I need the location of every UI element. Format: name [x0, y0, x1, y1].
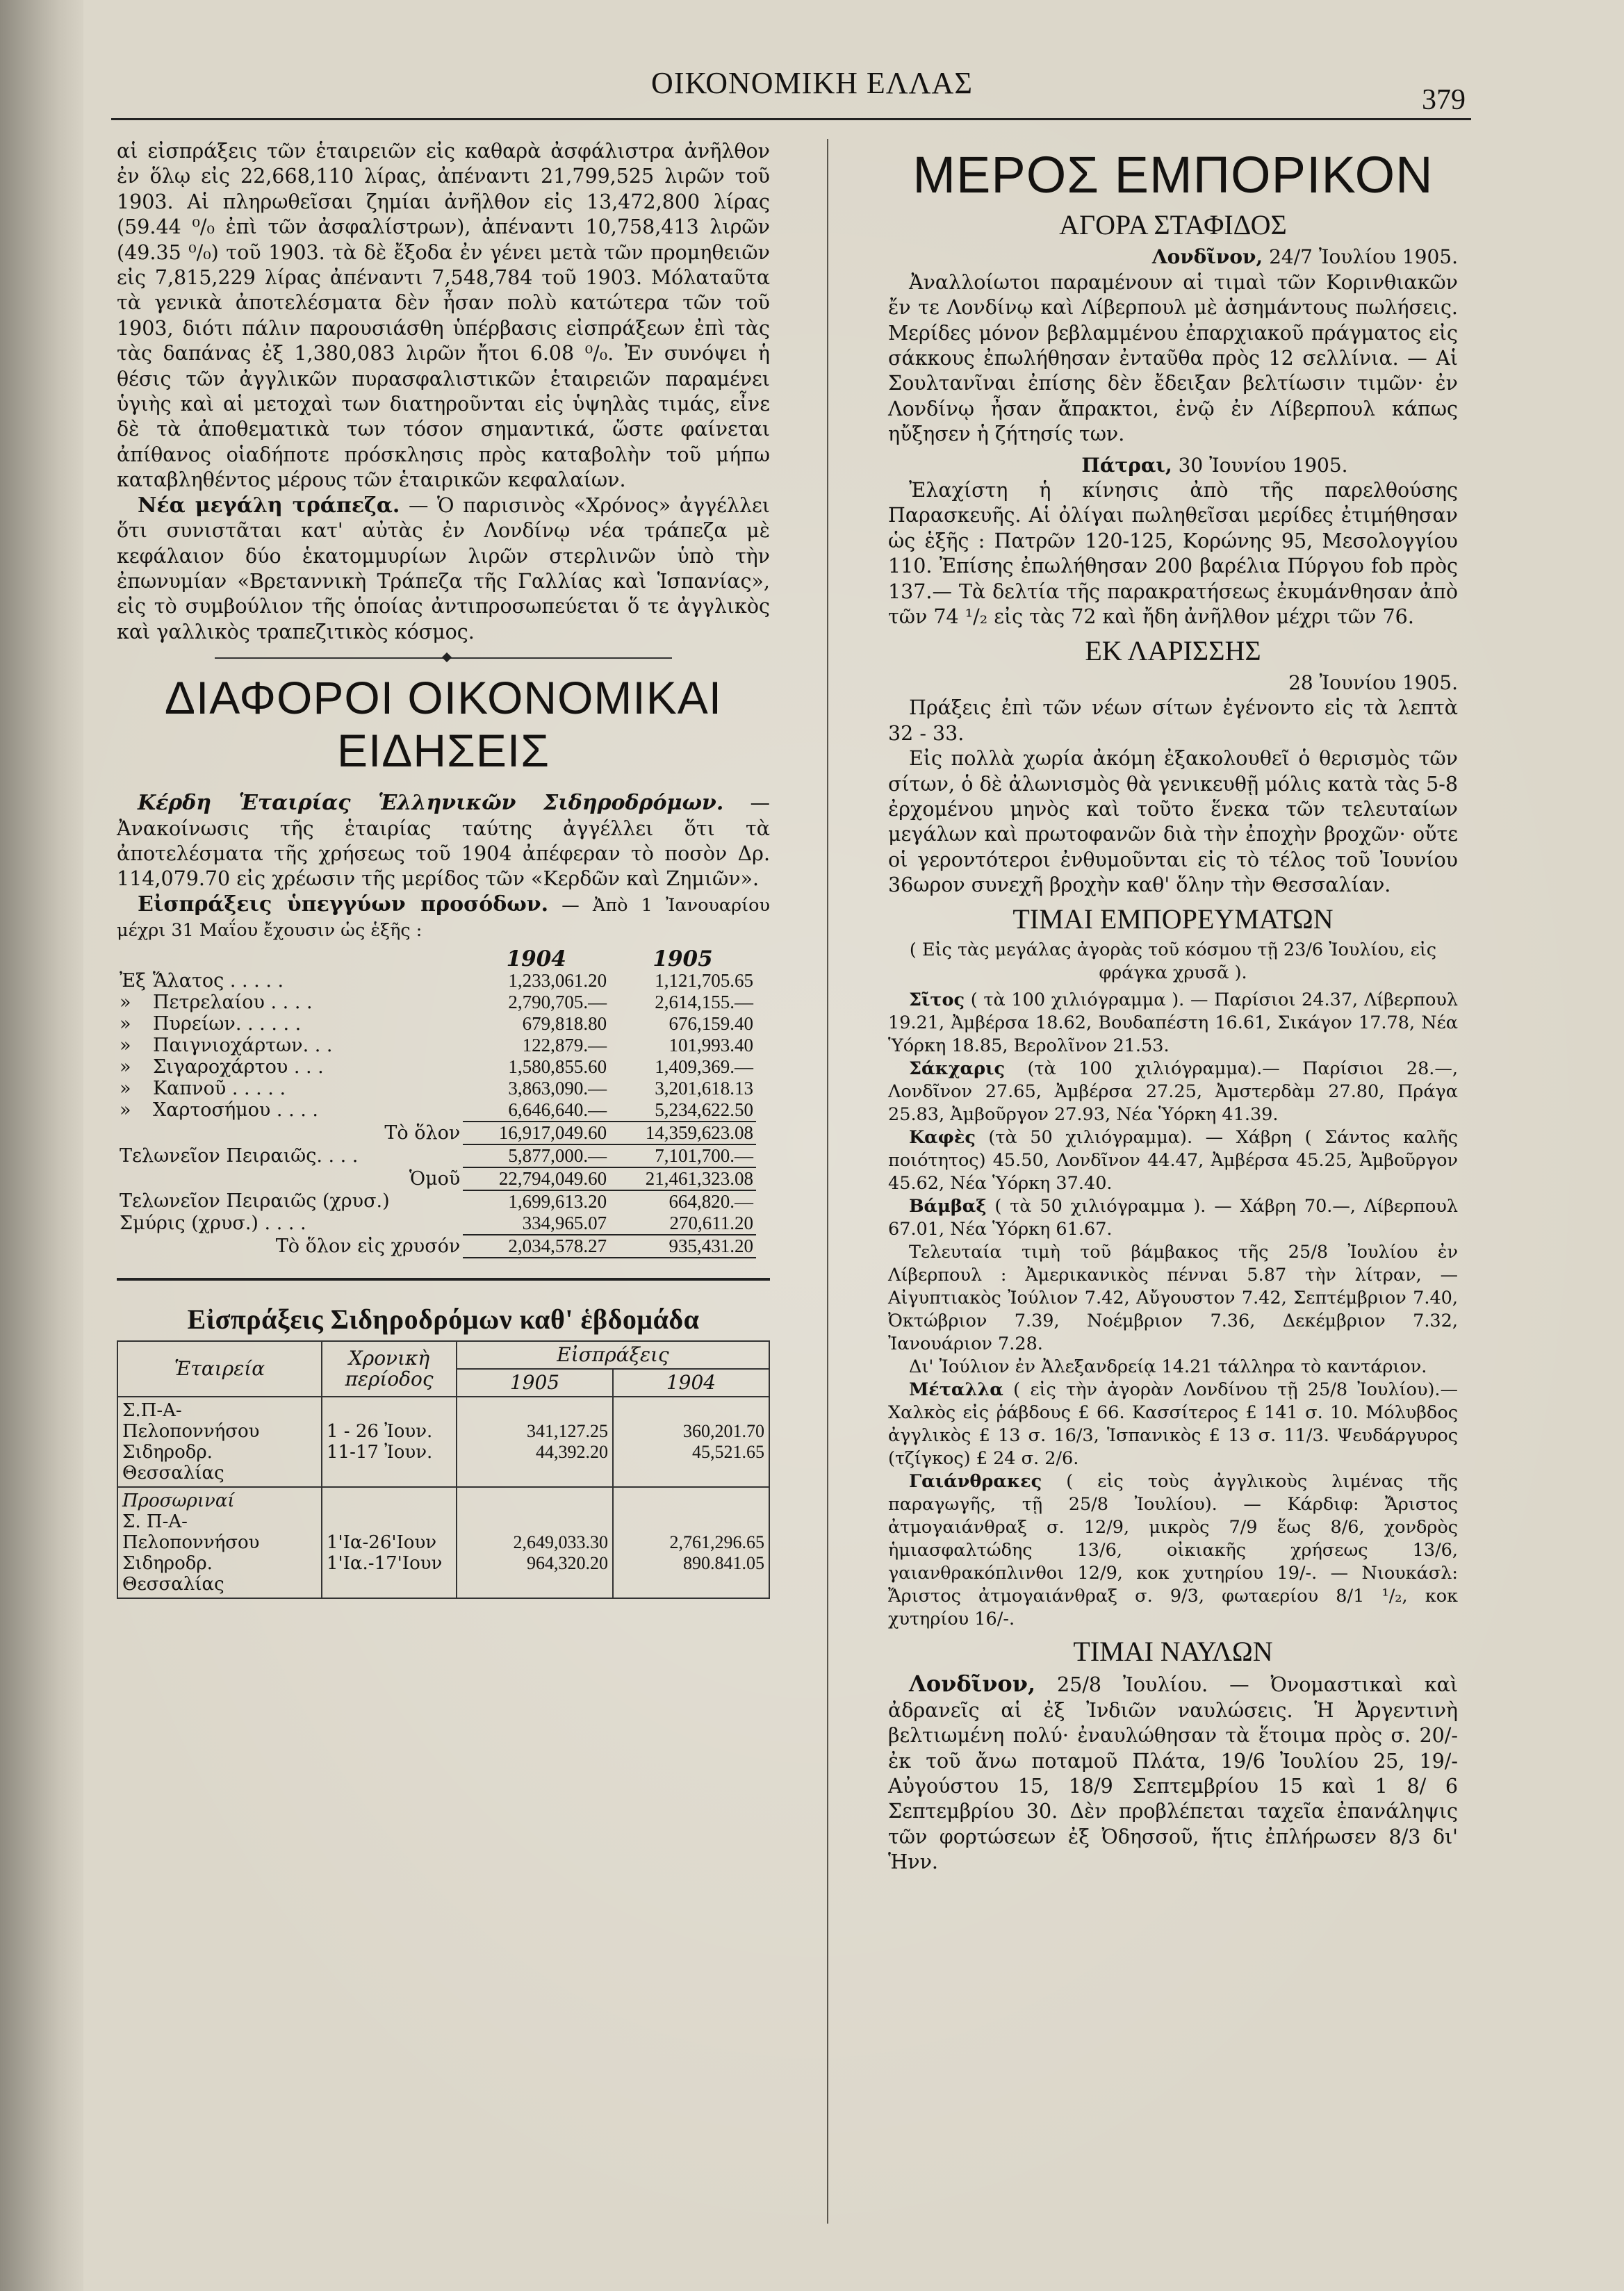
value: 45,521.65	[692, 1441, 764, 1462]
value-1905: 270,611.20	[609, 1213, 756, 1235]
company-cell	[117, 1397, 322, 1487]
value-1904: 16,917,049.60	[463, 1122, 609, 1144]
date-text: 24/7 Ἰουλίου 1905.	[1263, 245, 1458, 269]
value-1904: 1,699,613.20	[508, 1190, 607, 1212]
year-1904-header: 1904	[613, 1369, 769, 1397]
value-1904	[613, 1487, 769, 1598]
date-text: 30 Ἰουνίου 1905.	[1172, 453, 1348, 477]
commodity-name: Βάμβαξ	[909, 1195, 987, 1217]
row-label: Καπνοῦ . . . . .	[153, 1077, 286, 1099]
raisin-market-title: ΑΓΟΡΑ ΣΤΑΦΙΔΟΣ	[1059, 209, 1287, 240]
larissa-paragraph-2: Εἰς πολλὰ χωρία ἀκόμη ἐξακολουθεῖ ὁ θερισμὸς τῶν σίτων, ὁ δὲ ἀλωνισμὸς θὰ γενικευθῇ μόλις κατὰ τὰς 5-8 ἐρχομένου μηνὸς καὶ τοῦτο ἕνεκα τῶν τελευταίων μεγάλων καὶ πρωτοφανῶν διὰ τὴν ἐποχὴν βροχῶν· οὔτε οἱ γεροντότεροι ἐνθυμοῦνται εἰς τὸ τέλος τοῦ Ἰουνίου 36ωρον συνεχῆ βροχὴν καθ' ὅλην τὴν Θεσσαλίαν.	[888, 747, 1458, 897]
list-item	[888, 989, 1458, 1058]
list-item	[888, 1379, 1458, 1470]
value-1905: 1,121,705.65	[655, 969, 753, 991]
period-cell	[322, 1397, 457, 1487]
patras-dateline	[888, 453, 1458, 478]
value-1905: 676,159.40	[669, 1012, 753, 1034]
period-value: 11-17 Ἰουν.	[327, 1441, 433, 1463]
revenue-intro-text: — Ἀπὸ 1 Ἰανουαρίου μέχρι 31 Μαΐου ἔχουσιν ὡς ἑξῆς :	[117, 894, 770, 942]
total-row	[117, 1122, 756, 1144]
section-separator	[215, 657, 672, 659]
row-label: Ἅλατος . . . . .	[153, 969, 284, 992]
insurance-paragraph: αἱ εἰσπράξεις τῶν ἑταιρειῶν εἰς καθαρὰ ἀσφάλιστρα ἀνῆλθον ἐν ὅλῳ εἰς 22,668,110 λίρας, ἀπέναντι 21,799,525 λιρῶν τοῦ 1903. Αἱ πληρωθεῖσαι ζημίαι ἀνῆλθον εἰς 13,472,800 λίρας (59.44 ⁰/₀ ἐπὶ τῶν ἀσφαλίστρων), ἀπέναντι 10,758,413 λιρῶν (49.35 ⁰/₀) τοῦ 1903. τὰ δὲ ἔξοδα ἐν γένει μετὰ τῶν προμηθειῶν εἰς 7,815,229 λίρας ἀπέναντι 7,548,784 τοῦ 1903. Μόλαταῦτα τὰ γενικὰ ἀποτελέσματα δὲν ἦσαν πολὺ κατώτερα τῶν τοῦ 1903, διότι πάλιν παρουσιάσθη ὑπέρβασις εἰσπράξεων ἐπὶ τὰς τὰς δαπάνας ἐξ 1,380,083 λιρῶν ἤτοι 6.08 ⁰/₀. Ἐν συνόψει ἡ θέσις τῶν ἀγγλικῶν πυρασφαλιστικῶν ἑταιρειῶν παραμένει ὑγιὴς καὶ αἱ μετοχαὶ των διατηροῦνται εἰς ὑψηλὰς τιμάς, εἶνε δὲ τὰ ἀποθεματικὰ των τόσον σημαντικά, ὥστε φαίνεται ἀπίθανος οἱαδήποτε πρόσκλησις πρὸς καταβολὴν τοῦ μήπω καταβληθέντος μέρους τῶν ἑταιρικῶν κεφαλαίων.	[117, 140, 770, 492]
commodity-text: ( εἰς τοὺς ἀγγλικοὺς λιμένας τῆς παραγωγῆς, τῇ 25/8 Ἰουλίου). — Κάρδιφ: Ἄριστος ἀτμογαιάνθραξ σ. 12/9, μικρὸς 7/9 ἕως 8/6, χονδρὸς ἡμιασφαλτώδης 13/6, οἰκιακῆς χρήσεως 13/6, γαιανθρακόπλινθοι 12/9, κοκ χυτηρίου 19/-. — Νιουκάσλ: Ἄριστος ἀτμογαιάνθραξ σ. 9/3, φωταερίου 8/1 ¹/₂, κοκ χυτηρίου 16/-.	[888, 1470, 1458, 1629]
value-1904: 334,965.07	[463, 1213, 609, 1235]
running-title: ΟΙΚΟΝΟΜΙΚΗ ΕΛΛΑΣ	[651, 66, 973, 100]
period-value: 1'Ια.-17'Ιουν	[327, 1552, 443, 1574]
year-1905-header: 1905	[653, 946, 713, 971]
value-1904: 6,646,640.—	[463, 1099, 609, 1122]
row-label: Χαρτοσήμου . . . .	[153, 1099, 319, 1122]
freight-report	[888, 1671, 1458, 1875]
new-bank-heading: Νέα μεγάλη τράπεζα.	[138, 493, 400, 518]
row-label: Τελωνεῖον Πειραιῶς. . . .	[120, 1144, 359, 1167]
year-1905-header: 1905	[457, 1369, 613, 1397]
table-row: » Πετρελαίου . . . . 2,790,705.— 2,614,155.—	[117, 992, 756, 1013]
table-row: » Σιγαροχάρτου . . . 1,580,855.60 1,409,369.—	[117, 1056, 756, 1078]
railway-table	[117, 1340, 770, 1599]
table-row: » Καπνοῦ . . . . . 3,863,090.— 3,201,618.13	[117, 1078, 756, 1099]
value-1904: 1,580,855.60	[508, 1056, 607, 1077]
value-1904: 122,879.—	[522, 1034, 607, 1056]
commodity-name: Σῖτος	[909, 989, 965, 1010]
list-item	[888, 1058, 1458, 1126]
company-name: Σιδηροδρ. Θεσσαλίας	[122, 1552, 224, 1595]
place-name: Πάτραι,	[1081, 453, 1172, 477]
value-1905	[457, 1487, 613, 1598]
table-row	[117, 1487, 769, 1598]
value-1904: 3,863,090.—	[508, 1077, 607, 1099]
row-label: Πετρελαίου . . . .	[153, 991, 313, 1013]
commodity-text: Τελευταία τιμὴ τοῦ βάμβακος τῆς 25/8 Ἰουλίου ἐν Λίβερπουλ : Ἀμερικανικὸς πένναι 5.87 τὴν λίτραν, — Αἰγυπτιακὸς Ἰούλιον 7.42, Αὔγουστον 7.42, Σεπτέμβριον 7.40, Ὀκτώβριον 7.39, Νοέμβριον 7.36, Δεκέμβριον 7.32, Ἰανουάριον 7.28.	[888, 1241, 1458, 1354]
railway-profit-heading: Κέρδη Ἑταιρίας Ἑλληνικῶν Σιδηροδρόμων.	[138, 791, 724, 816]
period-header: Χρονικὴ περίοδος	[322, 1341, 457, 1397]
row-label: Σμύρις (χρυσ.) . . . .	[120, 1213, 306, 1235]
period-cell	[322, 1487, 457, 1598]
list-item	[888, 1126, 1458, 1195]
commodity-text: (τὰ 50 χιλιόγραμμα). — Χάβρη ( Σάντος καλῆς ποιότητος) 45.50, Λονδῖνον 44.47, Ἀμβέρσα 45.25, Ἀμβοῦργον 45.62, Νέα Ὑόρκη 37.40.	[888, 1126, 1458, 1194]
freight-prices-title: ΤΙΜΑΙ ΝΑΥΛΩΝ	[1073, 1635, 1273, 1667]
value-1904: 5,877,000.—	[463, 1144, 609, 1167]
value-1904: 2,790,705.—	[508, 991, 607, 1012]
section-title: ΔΙΑΦΟΡΟΙ ΟΙΚΟΝΟΜΙΚΑΙ ΕΙΔΗΣΕΙΣ	[164, 672, 723, 777]
revenue-intro-paragraph	[117, 892, 770, 943]
page-number: 379	[1422, 84, 1466, 116]
value: 2,649,033.30	[513, 1532, 608, 1552]
value-1904: 679,818.80	[522, 1012, 607, 1034]
sum-row	[117, 1167, 756, 1190]
table-row: » Πυρείων. . . . . . 679,818.80 676,159.40	[117, 1013, 756, 1035]
company-name: Σ.Π-Α-Πελοποννήσου	[122, 1399, 260, 1442]
patras-report: Ἐλαχίστη ἡ κίνησις ἀπὸ τῆς παρελθούσης Παρασκευῆς. Αἱ ὀλίγαι πωληθεῖσαι μερίδες ἐτιμήθησαν ὡς ἑξῆς : Πατρῶν 120-125, Κορώνης 95, Μεσολογγίου 110. Ἐπίσης ἐπωλήθησαν 200 βαρέλια Πύργου fob πρὸς 137.— Τὰ δελτία τῆς παρακρατήσεως ἐκυμάνθησαν ἀπὸ τῶν 74 ¹/₂ εἰς τὰς 72 καὶ ἤδη ἀνῆλθον μέχρι τῶν 76.	[888, 479, 1458, 629]
row-label: Σιγαροχάρτου . . .	[153, 1056, 324, 1078]
company-name: Σιδηροδρ. Θεσσαλίας	[122, 1441, 224, 1484]
value-1905: 14,359,623.08	[609, 1122, 756, 1144]
goods-prices-title: ΤΙΜΑΙ ΕΜΠΟΡΕΥΜΑΤΩΝ	[1012, 903, 1334, 935]
commodity-text: Δι' Ἰούλιον ἐν Ἀλεξανδρείᾳ 14.21 τάλληρα τὸ καντάριον.	[909, 1356, 1427, 1377]
commodity-name: Γαιάνθρακες	[909, 1470, 1042, 1492]
value-1905	[457, 1397, 613, 1487]
commodity-name: Σάκχαρις	[909, 1058, 1005, 1079]
table-rule	[117, 1278, 770, 1281]
value-1905: 2,614,155.—	[655, 991, 753, 1012]
binding-gutter	[0, 0, 83, 2291]
freight-text: 25/8 Ἰουλίου. — Ὀνομαστικαὶ καὶ ἀδρανεῖς αἱ ἐξ Ἰνδιῶν ναυλώσεις. Ἡ Ἀργεντινὴ βελτιωμένη πολύ· ἐναυλώθησαν τὰ ἕτοιμα πρὸς σ. 20/- ἐκ τοῦ ἄνω ποταμοῦ Πλάτα, 19/6 Ἰουλίου 25, 19/- Αὐγούστου 15, 18/9 Σεπτεμβρίου 15 καὶ 1 8/ 6 Σεπτεμβρίου 30. Δὲν προβλέπεται ταχεῖα ἐπανάληψις τῶν φορτώσεων ἐξ Ὀδησσοῦ, ἥτις ἐπλήρωσεν 8/3 δι' Ἡνν.	[888, 1673, 1458, 1874]
railway-table-title: Εἰσπράξεις Σιδηροδρόμων καθ' ἑβδομάδα	[187, 1303, 700, 1335]
table-row	[117, 1144, 756, 1167]
larissa-paragraph-1: Πράξεις ἐπὶ τῶν νέων σίτων ἐγένοντο εἰς τὰ λεπτὰ 32 - 33.	[888, 696, 1458, 745]
value-1904: 1,233,061.20	[508, 969, 607, 991]
commodity-text: ( τὰ 100 χιλιόγραμμα ). — Παρίσιοι 24.37, Λίβερπουλ 19.21, Ἀμβέρσα 18.62, Βουδαπέστη 16.61, Σικάγον 17.78, Νέα Ὑόρκη 18.85, Βερολῖνον 21.53.	[888, 989, 1458, 1056]
table-row	[117, 1213, 756, 1235]
value-1905: 7,101,700.—	[609, 1144, 756, 1167]
revenue-table	[117, 946, 756, 1258]
value-1905: 3,201,618.13	[655, 1077, 753, 1099]
value: 890.841.05	[683, 1552, 764, 1573]
gold-total-row	[117, 1235, 756, 1258]
value-1904: 2,034,578.27	[463, 1235, 609, 1258]
value-1905: 21,461,323.08	[609, 1167, 756, 1190]
goods-list	[888, 989, 1458, 1631]
place-name: Λονδῖνον,	[909, 1670, 1036, 1698]
table-row: » Παιγνιοχάρτων. . . 122,879.— 101,993.40	[117, 1035, 756, 1056]
value-1904: 22,794,049.60	[463, 1167, 609, 1190]
list-item	[888, 1470, 1458, 1631]
value: 360,201.70	[683, 1420, 764, 1441]
group-label: Ἐξ	[120, 969, 146, 992]
value: 341,127.25	[527, 1420, 608, 1441]
railway-profit-paragraph	[117, 791, 770, 892]
value-1905: 5,234,622.50	[609, 1099, 756, 1122]
list-item	[888, 1195, 1458, 1241]
value-1905: 935,431.20	[609, 1235, 756, 1258]
commodity-text: (τὰ 100 χιλιόγραμμα).— Παρίσιοι 28.—, Λονδῖνον 27.65, Ἀμβέρσα 27.25, Ἀμστερδὰμ 27.80, Πράγα 25.83, Ἀμβοῦργον 27.93, Νέα Ὑόρκη 41.39.	[888, 1058, 1458, 1125]
value: 44,392.20	[536, 1441, 608, 1462]
revenue-header-row	[117, 949, 756, 970]
company-name: Σ. Π-Α-Πελοποννήσου	[122, 1511, 260, 1553]
left-column	[117, 139, 770, 1599]
new-bank-paragraph	[117, 493, 770, 645]
table-row	[117, 1190, 756, 1213]
company-cell	[117, 1487, 322, 1598]
row-label: Τὸ ὅλον εἰς χρυσόν	[275, 1235, 461, 1257]
larissa-dateline: 28 Ἰουνίου 1905.	[1288, 671, 1458, 694]
larissa-title: ΕΚ ΛΑΡΙΣΣΗΣ	[1085, 634, 1261, 666]
commodity-name: Καφὲς	[909, 1126, 976, 1148]
row-label: Τελωνεῖον Πειραιῶς (χρυσ.)	[120, 1190, 390, 1213]
railway-header-row	[117, 1341, 769, 1369]
row-label: Παιγνιοχάρτων. . .	[153, 1034, 333, 1056]
row-label: Τὸ ὅλον	[384, 1122, 461, 1144]
revenue-heading: Εἰσπράξεις ὑπεγγύων προσόδων.	[138, 892, 549, 917]
period-value: 1 - 26 Ἰουν.	[327, 1420, 433, 1442]
part-title: ΜΕΡΟΣ ΕΜΠΟΡΙΚΟΝ	[912, 146, 1434, 204]
row-label: Ὁμοῦ	[409, 1167, 461, 1190]
value-1905: 101,993.40	[669, 1034, 753, 1056]
right-column	[888, 139, 1458, 1875]
header-rule	[111, 118, 1471, 120]
london-report: Ἀναλλοίωτοι παραμένουν αἱ τιμαὶ τῶν Κορινθιακῶν ἔν τε Λονδίνῳ καὶ Λίβερπουλ μὲ ἀσημάντους πωλήσεις. Μερίδες μόνον βεβλαμμένου ἐπαρχιακοῦ πράγματος εἰς σάκκους ἐπωλήθησαν ἐνταῦθα πρὸς 12 σελλίνια. — Αἱ Σουλτανῖναι ἐπίσης δὲν ἔδειξαν βελτίωσιν τιμῶν· ἐν Λονδίνῳ ἦσαν ἄπρακτοι, ἐνῷ ἐν Λίβερπουλ κάπως ηὔξησεν ἡ ζήτησίς των.	[888, 270, 1458, 446]
commodity-text: ( εἰς τὴν ἀγορὰν Λονδίνου τῇ 25/8 Ἰουλίου).— Χαλκὸς εἰς ῥάβδους £ 66. Κασσίτερος £ 141 σ. 10. Μόλυβδος ἀγγλικὸς £ 13 σ. 16/3, Ἱσπανικὸς £ 13 σ. 11/3. Ψευδάργυρος (τζίγκος) £ 24 σ. 2/6.	[888, 1379, 1458, 1469]
value-1905: 1,409,369.—	[655, 1056, 753, 1077]
value: 964,320.20	[527, 1552, 608, 1573]
value: 2,761,296.65	[669, 1532, 764, 1552]
list-item	[888, 1356, 1458, 1379]
value-1905: 664,820.—	[669, 1190, 753, 1212]
london-dateline	[888, 245, 1458, 270]
provisional-label: Προσωριναί	[122, 1490, 235, 1511]
table-row: » Χαρτοσήμου . . . . 6,646,640.— 5,234,622.50	[117, 1099, 756, 1122]
list-item	[888, 1241, 1458, 1356]
table-row	[117, 1397, 769, 1487]
column-rule	[827, 139, 828, 2224]
railway-profit-text: — Ἀνακοίνωσις τῆς ἑταιρίας ταύτης ἀγγέλλει ὅτι τὰ ἀποτελέσματα τῆς χρήσεως τοῦ 1904 ἀπέφεραν τὸ ποσὸν Δρ. 114,079.70 εἰς χρέωσιν τῆς μερίδος τῶν «Κερδῶν καὶ Ζημιῶν».	[117, 791, 771, 891]
place-name: Λονδῖνον,	[1151, 245, 1263, 269]
year-1904-header: 1904	[506, 946, 566, 971]
company-header: Ἑταιρεία	[117, 1341, 322, 1397]
table-row	[117, 970, 756, 992]
goods-note: ( Εἰς τὰς μεγάλας ἀγορὰς τοῦ κόσμου τῇ 23/6 Ἰουλίου, εἰς φράγκα χρυσᾶ ).	[909, 939, 1437, 983]
commodity-text: ( τὰ 50 χιλιόγραμμα ). — Χάβρη 70.—, Λίβερπουλ 67.01, Νέα Ὑόρκη 61.67.	[888, 1195, 1458, 1240]
value-1904	[613, 1397, 769, 1487]
period-value: 1'Ια-26'Ιουν	[327, 1532, 437, 1553]
row-label: Πυρείων. . . . . .	[153, 1012, 302, 1035]
receipts-header: Εἰσπράξεις	[457, 1341, 769, 1369]
commodity-name: Μέταλλα	[909, 1379, 1003, 1400]
new-bank-text: — Ὁ παρισινὸς «Χρόνος» ἀγγέλλει ὅτι συνιστᾶται κατ' αὐτὰς ἐν Λονδίνῳ νέα τράπεζα μὲ κεφάλαιον δύο ἑκατομμυρίων λιρῶν στερλινῶν ὑπὸ τὴν ἐπωνυμίαν «Βρεταννικὴ Τράπεζα τῆς Γαλλίας καὶ Ἱσπανίας», εἰς τὸ συμβούλιον τῆς ὁποίας ἀντιπροσωπεύεται ὅ τε ἀγγλικὸς καὶ γαλλικὸς τραπεζιτικὸς κόσμος.	[117, 493, 770, 643]
